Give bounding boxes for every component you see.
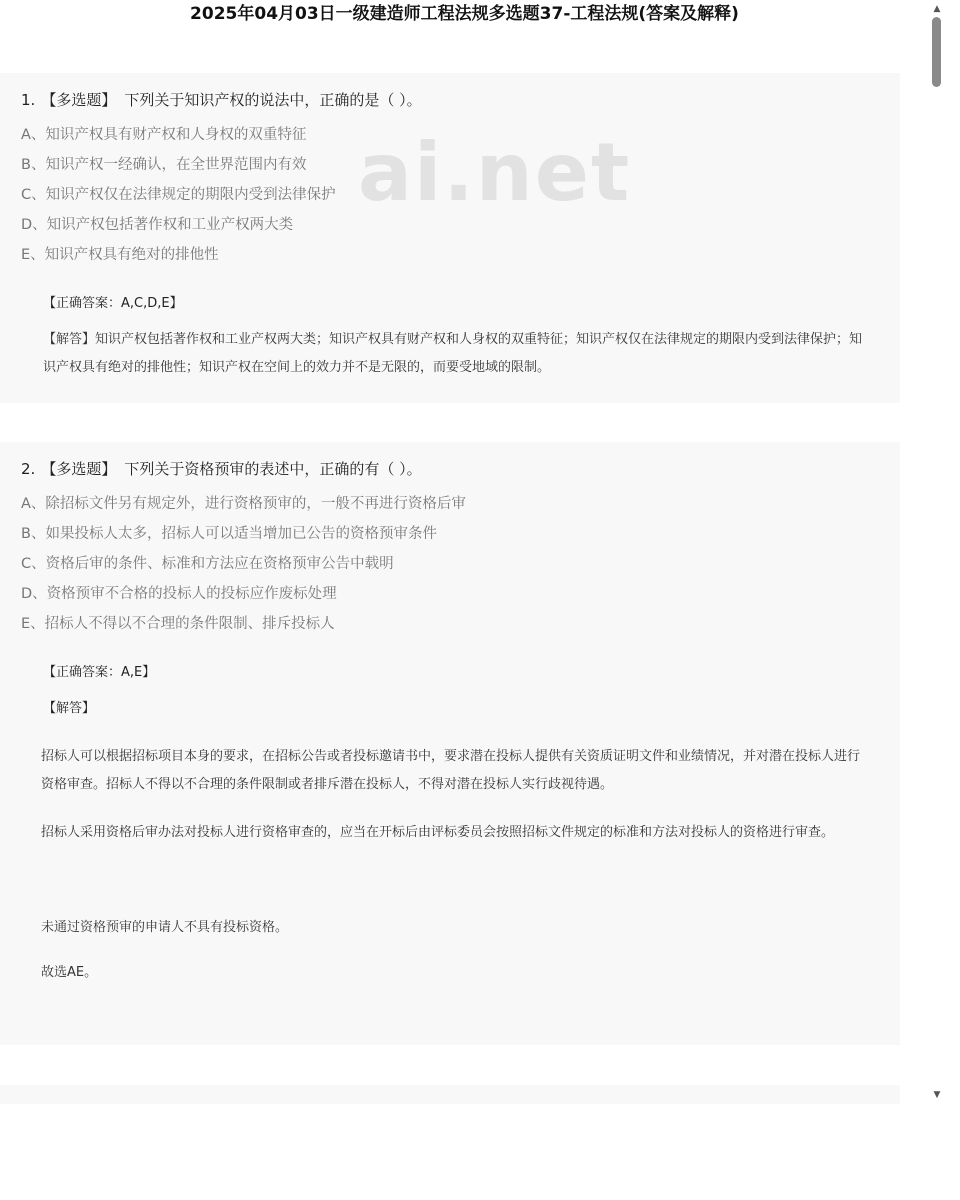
question-stem xyxy=(21,459,422,479)
question-card-1 xyxy=(0,73,900,403)
explanation-paragraph-1: 招标人可以根据招标项目本身的要求，在招标公告或者投标邀请书中，要求潜在投标人提供有关资质证明文件和业绩情况，并对潜在投标人进行资格审查。招标人不得以不合理的条件限制或者排斥潜在投标人，不得对潜在投标人实行歧视待遇。 xyxy=(41,749,861,792)
vertical-scrollbar[interactable] xyxy=(929,0,945,1104)
correct-answer: 【正确答案：A,E】 xyxy=(43,665,156,680)
explanation-paragraph-3: 未通过资格预审的申请人不具有投标资格。 xyxy=(41,920,289,935)
question-text: 下列关于知识产权的说法中，正确的是（ ）。 xyxy=(124,91,422,109)
option-a[interactable]: A、知识产权具有财产权和人身权的双重特征 xyxy=(21,127,307,143)
option-d[interactable]: D、知识产权包括著作权和工业产权两大类 xyxy=(21,217,294,233)
option-a[interactable]: A、除招标文件另有规定外，进行资格预审的，一般不再进行资格后审 xyxy=(21,496,466,512)
option-d[interactable]: D、资格预审不合格的投标人的投标应作废标处理 xyxy=(21,586,337,602)
option-c[interactable]: C、资格后审的条件、标准和方法应在资格预审公告中载明 xyxy=(21,556,394,572)
question-card-2 xyxy=(0,442,900,1045)
scrollbar-thumb[interactable] xyxy=(932,17,941,87)
question-number: 1. xyxy=(21,91,36,109)
option-c[interactable]: C、知识产权仅在法律规定的期限内受到法律保护 xyxy=(21,187,336,203)
explanation-label: 【解答】 xyxy=(43,701,96,716)
option-e[interactable]: E、招标人不得以不合理的条件限制、排斥投标人 xyxy=(21,616,335,632)
question-text: 下列关于资格预审的表述中，正确的有（ ）。 xyxy=(124,460,422,478)
watermark: ai.net xyxy=(358,126,632,219)
correct-answer: 【正确答案：A,C,D,E】 xyxy=(43,296,183,311)
explanation-paragraph-2: 招标人采用资格后审办法对投标人进行资格审查的，应当在开标后由评标委员会按照招标文件规定的标准和方法对投标人的资格进行审查。 xyxy=(41,825,835,840)
explanation-text: 【解答】知识产权包括著作权和工业产权两大类；知识产权具有财产权和人身权的双重特征；知识产权仅在法律规定的期限内受到法律保护；知识产权具有绝对的排他性；知识产权在空间上的效力并不是无限的，而要受地域的限制。 xyxy=(43,332,863,375)
question-stem xyxy=(21,90,422,110)
explanation-paragraph-4: 故选AE。 xyxy=(41,965,98,980)
question-type-tag: 【多选题】 xyxy=(41,460,117,478)
question-number: 2. xyxy=(21,460,36,478)
option-b[interactable]: B、如果投标人太多，招标人可以适当增加已公告的资格预审条件 xyxy=(21,526,437,542)
scroll-up-arrow-icon[interactable]: ▲ xyxy=(933,4,941,14)
option-e[interactable]: E、知识产权具有绝对的排他性 xyxy=(21,247,219,263)
question-card-3 xyxy=(0,1085,900,1104)
option-b[interactable]: B、知识产权一经确认，在全世界范围内有效 xyxy=(21,157,307,173)
question-type-tag: 【多选题】 xyxy=(41,91,117,109)
scroll-down-arrow-icon[interactable]: ▼ xyxy=(933,1090,941,1100)
page-title: 2025年04月03日一级建造师工程法规多选题37-工程法规(答案及解释) xyxy=(190,4,739,24)
